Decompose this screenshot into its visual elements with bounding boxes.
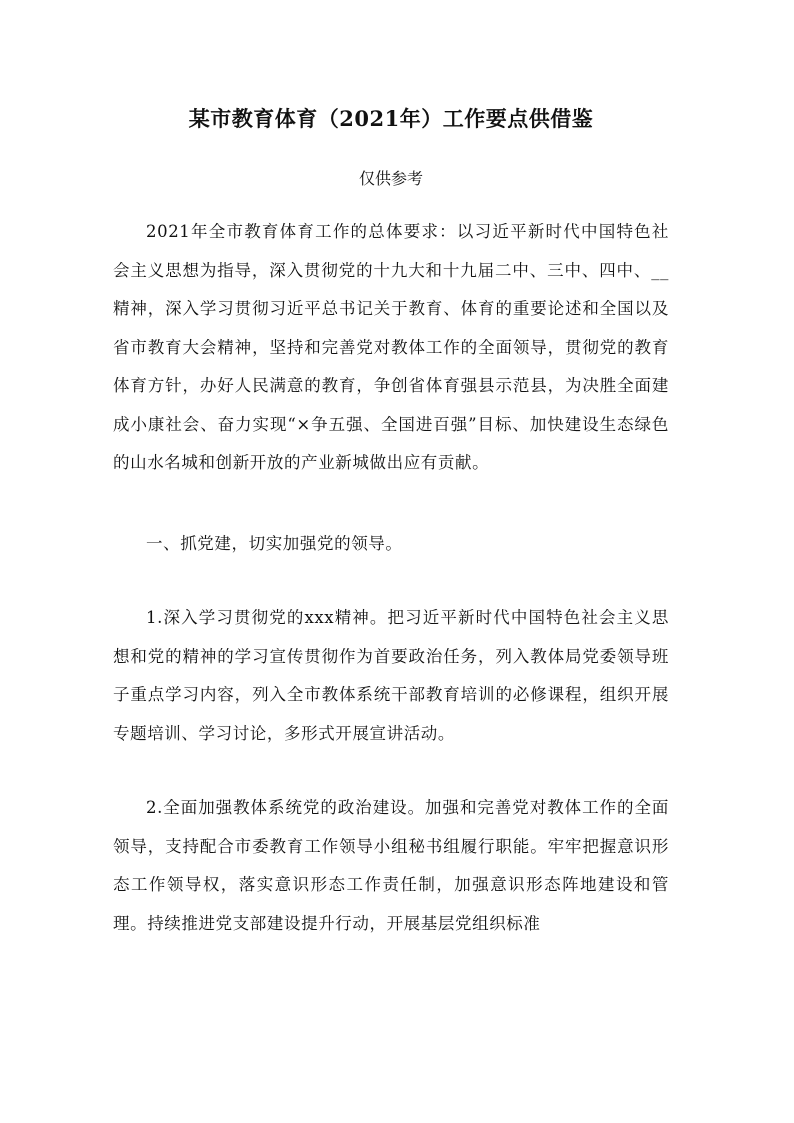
paragraph-item-1: 1.深入学习贯彻党的xxx精神。把习近平新时代中国特色社会主义思想和党的精神的学习宣传贯彻作为首要政治任务，列入教体局党委领导班子重点学习内容，列入全市教体系统干部教育培训的必修课程，组织开展专题培训、学习讨论，多形式开展宣讲活动。: [113, 608, 669, 743]
section-heading-1: 一、抓党建，切实加强党的领导。: [146, 533, 403, 553]
document-subtitle: 仅供参考: [358, 169, 423, 188]
paragraph-item-2: 2.全面加强教体系统党的政治建设。加强和完善党对教体工作的全面领导，支持配合市委教育工作领导小组秘书组履行职能。牢牢把握意识形态工作领导权，落实意识形态工作责任制，加强意识形态阵地建设和管理。持续推进党支部建设提升行动，开展基层党组织标准: [113, 798, 669, 933]
document-title: 某市教育体育（2021年）工作要点供借鉴: [188, 106, 594, 131]
paragraph-intro: 2021年全市教育体育工作的总体要求：以习近平新时代中国特色社会主义思想为指导，深入贯彻党的十九大和十九届二中、三中、四中、__精神，深入学习贯彻习近平总书记关于教育、体育的重要论述和全国以及省市教育大会精神，坚持和完善党对教体工作的全面领导，贯彻党的教育体育方针，办好人民满意的教育，争创省体育强县示范县，为决胜全面建成小康社会、奋力实现“×争五强、全国进百强”目标、加快建设生态绿色的山水名城和创新开放的产业新城做出应有贡献。: [113, 222, 669, 472]
